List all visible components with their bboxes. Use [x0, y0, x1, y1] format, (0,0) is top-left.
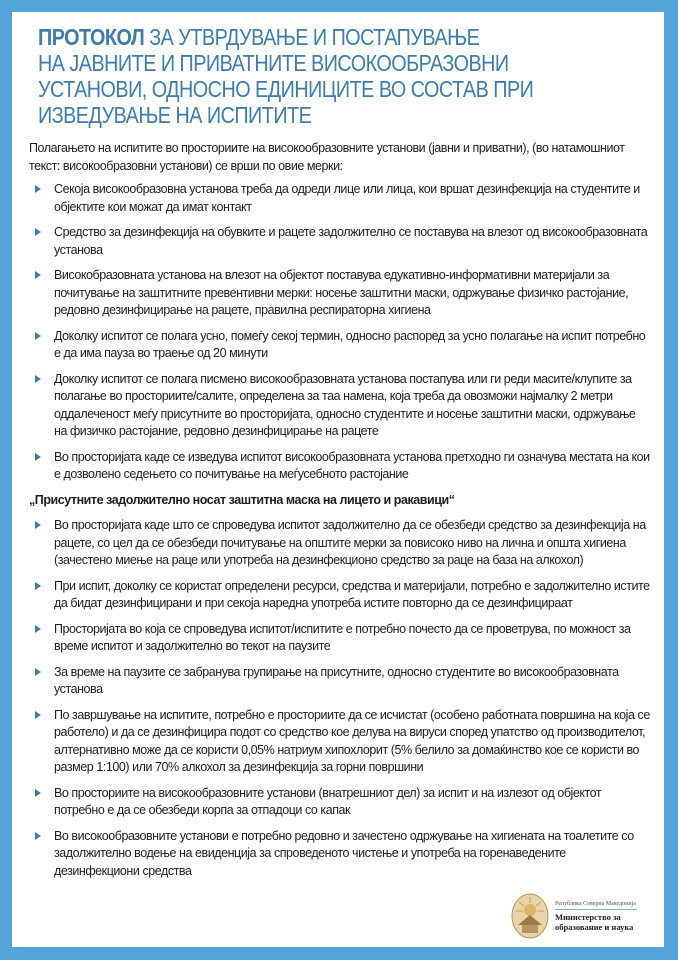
title-line-1: [38, 24, 640, 50]
list-item-text: Доколку испитот се полага усно, помеѓу секој термин, односно распоред за усно полагање на испит потребно е да има пауза во траење од 20 минути: [54, 328, 646, 360]
bullet-arrow-icon: [35, 582, 41, 590]
bullet-arrow-icon: [35, 668, 41, 676]
list-item-text: Секоја високообразовна установа треба да одреди лице или лица, кои вршат дезинфекција на студентите и објектите кои можат да имат контакт: [54, 182, 640, 214]
list-item: [29, 449, 651, 484]
list-item-text: Во просторијата каде се изведува испитот високообразовната установа претходно ги означува местата на кои е дозволено седењето со почитување на меѓусебното растојание: [54, 449, 650, 481]
bullet-arrow-icon: [35, 332, 41, 340]
list-item-text: Високобразовната установа на влезот на објектот поставува едукативно-информативни материјали за почитување на заштитните превентивни мерки: носење заштитни маски, одржување физичко растојание, редовно дезинфицирање на рацете, правилна респираторна хигиена: [54, 268, 629, 317]
list-item: [29, 181, 651, 216]
list-item: [29, 328, 651, 363]
list-item: [29, 267, 651, 320]
list-item-text: По завршување на испитите, потребно е просториите да се исчистат (особено работната површина на која се работело) и да се дезинфицира подот со средство кое делува на вируси според упатство од производителот, алтернативно може да се користи 0,05% натриум хипохлорит (5% белило за домаќинство кое се користи во размер 1:100) или 70% алкохол за дезинфекција за горни површини: [54, 707, 650, 774]
list-item-text: За време на паузите се забранува групирање на присутните, односно студентите во високообразовната установа: [54, 664, 619, 696]
list-item-text: Просторијата во која се спроведува испитот/испитите е потребно почесто да се проветрува, по можност за време испитот и задолжително во текот на паузите: [54, 621, 631, 653]
bullet-arrow-icon: [35, 625, 41, 633]
logo-divider: [555, 909, 637, 910]
document-title: [38, 24, 640, 128]
measures-list-1: [29, 181, 651, 484]
coat-of-arms-icon: [510, 893, 550, 939]
list-item: [29, 371, 651, 441]
bullet-arrow-icon: [35, 375, 41, 383]
document-body: [29, 140, 651, 888]
list-item: [29, 578, 651, 613]
list-item-text: Средство за дезинфекција на обувките и рацете задолжително се поставува на влезот од високообразовната установа: [54, 225, 648, 257]
title-strong: ПРОТОКОЛ: [38, 24, 145, 50]
bullet-arrow-icon: [35, 711, 41, 719]
list-item-text: Доколку испитот се полага писмено високообразовната установа постапува или ги реди масите/клупите за полагање во просториите/салите, определена за таа намена, која треба да овозможи најмалку 2 метри оддалеченост меѓу присутните во просторијата, односно студентите и носење заштитни маски, одржување на физичко растојание, редовно дезинфицирање на рацете: [54, 371, 636, 438]
list-item: [29, 517, 651, 570]
list-item-text: Во просторијата каде што се спроведува испитот задолжително да се обезбеди средство за дезинфекција на рацете, со цел да се обезбеди почитување на општите мерки за повисоко ниво на лична и општа хигиена (зачестено миење на раце или употреба на дезинфекционо средство за раце на база на алкохол): [54, 518, 646, 567]
bullet-arrow-icon: [35, 521, 41, 529]
republic-label: Република Северна Македонија: [555, 901, 636, 907]
title-line-2: НА ЈАВНИТЕ И ПРИВАТНИТЕ ВИСОКООБРАЗОВНИ: [38, 50, 509, 76]
title-line-1-rest: ЗА УТВРДУВАЊЕ И ПОСТАПУВАЊЕ: [144, 24, 480, 50]
ministry-logo: [510, 893, 650, 943]
intro-paragraph: Полагањето на испитите во просториите на високообразовните установи (јавни и приватни), (во натамошниот текст: високообразовни установи) се врши по овие мерки:: [29, 141, 625, 173]
bullet-arrow-icon: [35, 832, 41, 840]
list-item-text: При испит, доколку се користат определени ресурси, средства и материјали, потребно е задолжително истите да бидат дезинфицирани и при секоја наредна употреба истите повторно да се дезинфицираат: [54, 578, 650, 610]
list-item-text: Во високообразовните установи е потребно редовно и зачестено одржување на хигиената на тоалетите со задолжително водење на евиденција за спроведеното чистење и употреба на горенаведените дезинфекциони средства: [54, 828, 634, 878]
list-item: [29, 224, 651, 259]
mask-subheading: „Присутните задолжително носат заштитна маска на лицето и ракавици“: [29, 492, 455, 507]
list-item: [29, 785, 651, 820]
list-item: [29, 828, 651, 881]
measures-list-2: [29, 517, 651, 880]
bullet-arrow-icon: [35, 271, 41, 279]
title-line-4: ИЗВЕДУВАЊЕ НА ИСПИТИТЕ: [38, 102, 312, 128]
title-line-3: УСТАНОВИ, ОДНОСНО ЕДИНИЦИТЕ ВО СОСТАВ ПРИ: [38, 76, 534, 102]
ministry-name: Министерство за образование и наука: [555, 912, 634, 932]
list-item: [29, 621, 651, 656]
document-card: [12, 12, 664, 947]
list-item-text: Во просториите на високообразовните установи (внатрешниот дел) за испит и на излезот од објектот потребно е да се обезбеди корпа за отпадоци со капак: [54, 785, 602, 817]
list-item: [29, 707, 651, 777]
bullet-arrow-icon: [35, 228, 41, 236]
bullet-arrow-icon: [35, 185, 41, 193]
list-item: [29, 664, 651, 699]
bullet-arrow-icon: [35, 453, 41, 461]
bullet-arrow-icon: [35, 789, 41, 797]
